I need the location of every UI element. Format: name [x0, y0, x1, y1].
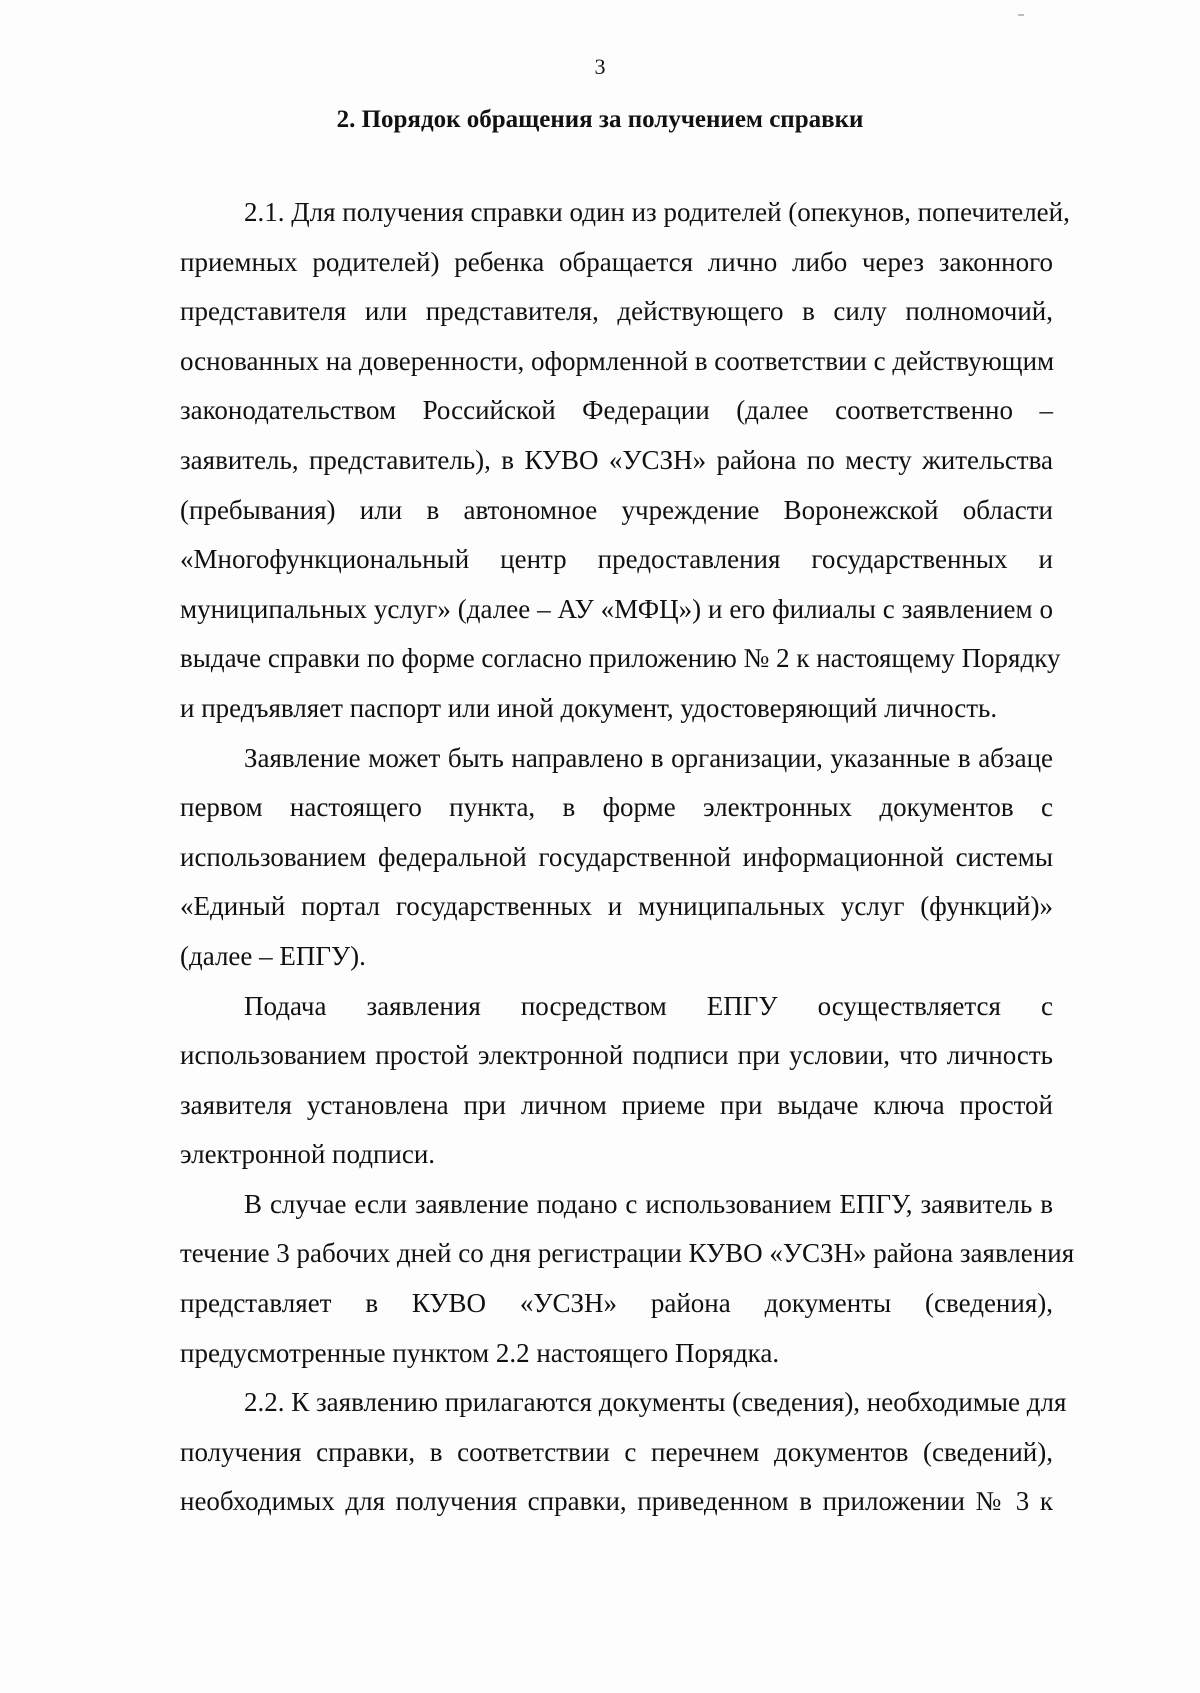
text-line — [0, 486, 1200, 536]
text-line-content: предусмотренные пунктом 2.2 настоящего Порядка. — [180, 1337, 780, 1368]
text-line — [0, 287, 1200, 337]
scan-speck — [1018, 14, 1024, 16]
text-line — [0, 337, 1200, 387]
text-line — [0, 734, 1200, 784]
text-line — [0, 585, 1200, 635]
text-line-content: Заявление может быть направлено в организации, указанные в абзаце — [244, 742, 1053, 773]
text-line-content: законодательством Российской Федерации (далее соответственно – — [180, 395, 1053, 426]
text-line-content: выдаче справки по форме согласно приложению № 2 к настоящему Порядку — [180, 643, 1061, 674]
text-line-content: представляет в КУВО «УСЗН» района документы (сведения), — [180, 1288, 1053, 1319]
text-line — [0, 535, 1200, 585]
text-line — [0, 1031, 1200, 1081]
page-number: 3 — [594, 54, 606, 79]
text-line — [0, 1329, 1200, 1379]
text-line — [0, 634, 1200, 684]
text-line-content: 2.2. К заявлению прилагаются документы (сведения), необходимые для — [244, 1387, 1067, 1418]
text-line-content: использованием федеральной государственной информационной системы — [180, 841, 1053, 872]
text-line-content: электронной подписи. — [180, 1139, 436, 1170]
text-line-content: основанных на доверенности, оформленной в соответствии с действующим — [180, 345, 1055, 376]
document-body — [0, 188, 1200, 1527]
text-line-content: (далее – ЕПГУ). — [180, 940, 366, 971]
text-line — [0, 386, 1200, 436]
text-line-content: «Многофункциональный центр предоставления государственных и — [180, 544, 1053, 575]
text-line — [0, 1130, 1200, 1180]
text-line-content: первом настоящего пункта, в форме электронных документов с — [180, 792, 1053, 823]
text-line — [0, 833, 1200, 883]
text-line — [0, 1229, 1200, 1279]
text-line-content: заявитель, представитель), в КУВО «УСЗН» района по месту жительства — [180, 444, 1053, 475]
text-line — [0, 1279, 1200, 1329]
text-line-content: получения справки, в соответствии с перечнем документов (сведений), — [180, 1436, 1053, 1467]
text-line-content: «Единый портал государственных и муниципальных услуг (функций)» — [180, 891, 1053, 922]
text-line — [0, 1477, 1200, 1527]
text-line — [0, 1081, 1200, 1131]
text-line — [0, 783, 1200, 833]
text-line — [0, 436, 1200, 486]
text-line — [0, 1378, 1200, 1428]
text-line-content: приемных родителей) ребенка обращается лично либо через законного — [180, 246, 1053, 277]
section-title: 2. Порядок обращения за получением справки — [336, 106, 864, 133]
text-line — [0, 932, 1200, 982]
text-line — [0, 1180, 1200, 1230]
text-line-content: муниципальных услуг» (далее – АУ «МФЦ») и его филиалы с заявлением о — [180, 593, 1053, 624]
text-line — [0, 882, 1200, 932]
text-line — [0, 982, 1200, 1032]
text-line-content: и предъявляет паспорт или иной документ, удостоверяющий личность. — [180, 692, 998, 723]
text-line — [0, 188, 1200, 238]
text-line-content: 2.1. Для получения справки один из родителей (опекунов, попечителей, — [244, 197, 1070, 227]
text-line-content: использованием простой электронной подписи при условии, что личность — [180, 1040, 1053, 1071]
text-line-content: В случае если заявление подано с использованием ЕПГУ, заявитель в — [244, 1188, 1053, 1219]
text-line-content: заявителя установлена при личном приеме при выдаче ключа простой — [180, 1089, 1053, 1120]
text-line — [0, 238, 1200, 288]
text-line-content: представителя или представителя, действующего в силу полномочий, — [180, 296, 1053, 327]
text-line — [0, 1428, 1200, 1478]
text-line-content: необходимых для получения справки, приведенном в приложении № 3 к — [180, 1486, 1053, 1517]
text-line — [0, 684, 1200, 734]
text-line-content: Подача заявления посредством ЕПГУ осуществляется с — [244, 990, 1053, 1021]
text-line-content: течение 3 рабочих дней со дня регистрации КУВО «УСЗН» района заявления — [180, 1238, 1075, 1269]
text-line-content: (пребывания) или в автономное учреждение Воронежской области — [180, 494, 1053, 525]
